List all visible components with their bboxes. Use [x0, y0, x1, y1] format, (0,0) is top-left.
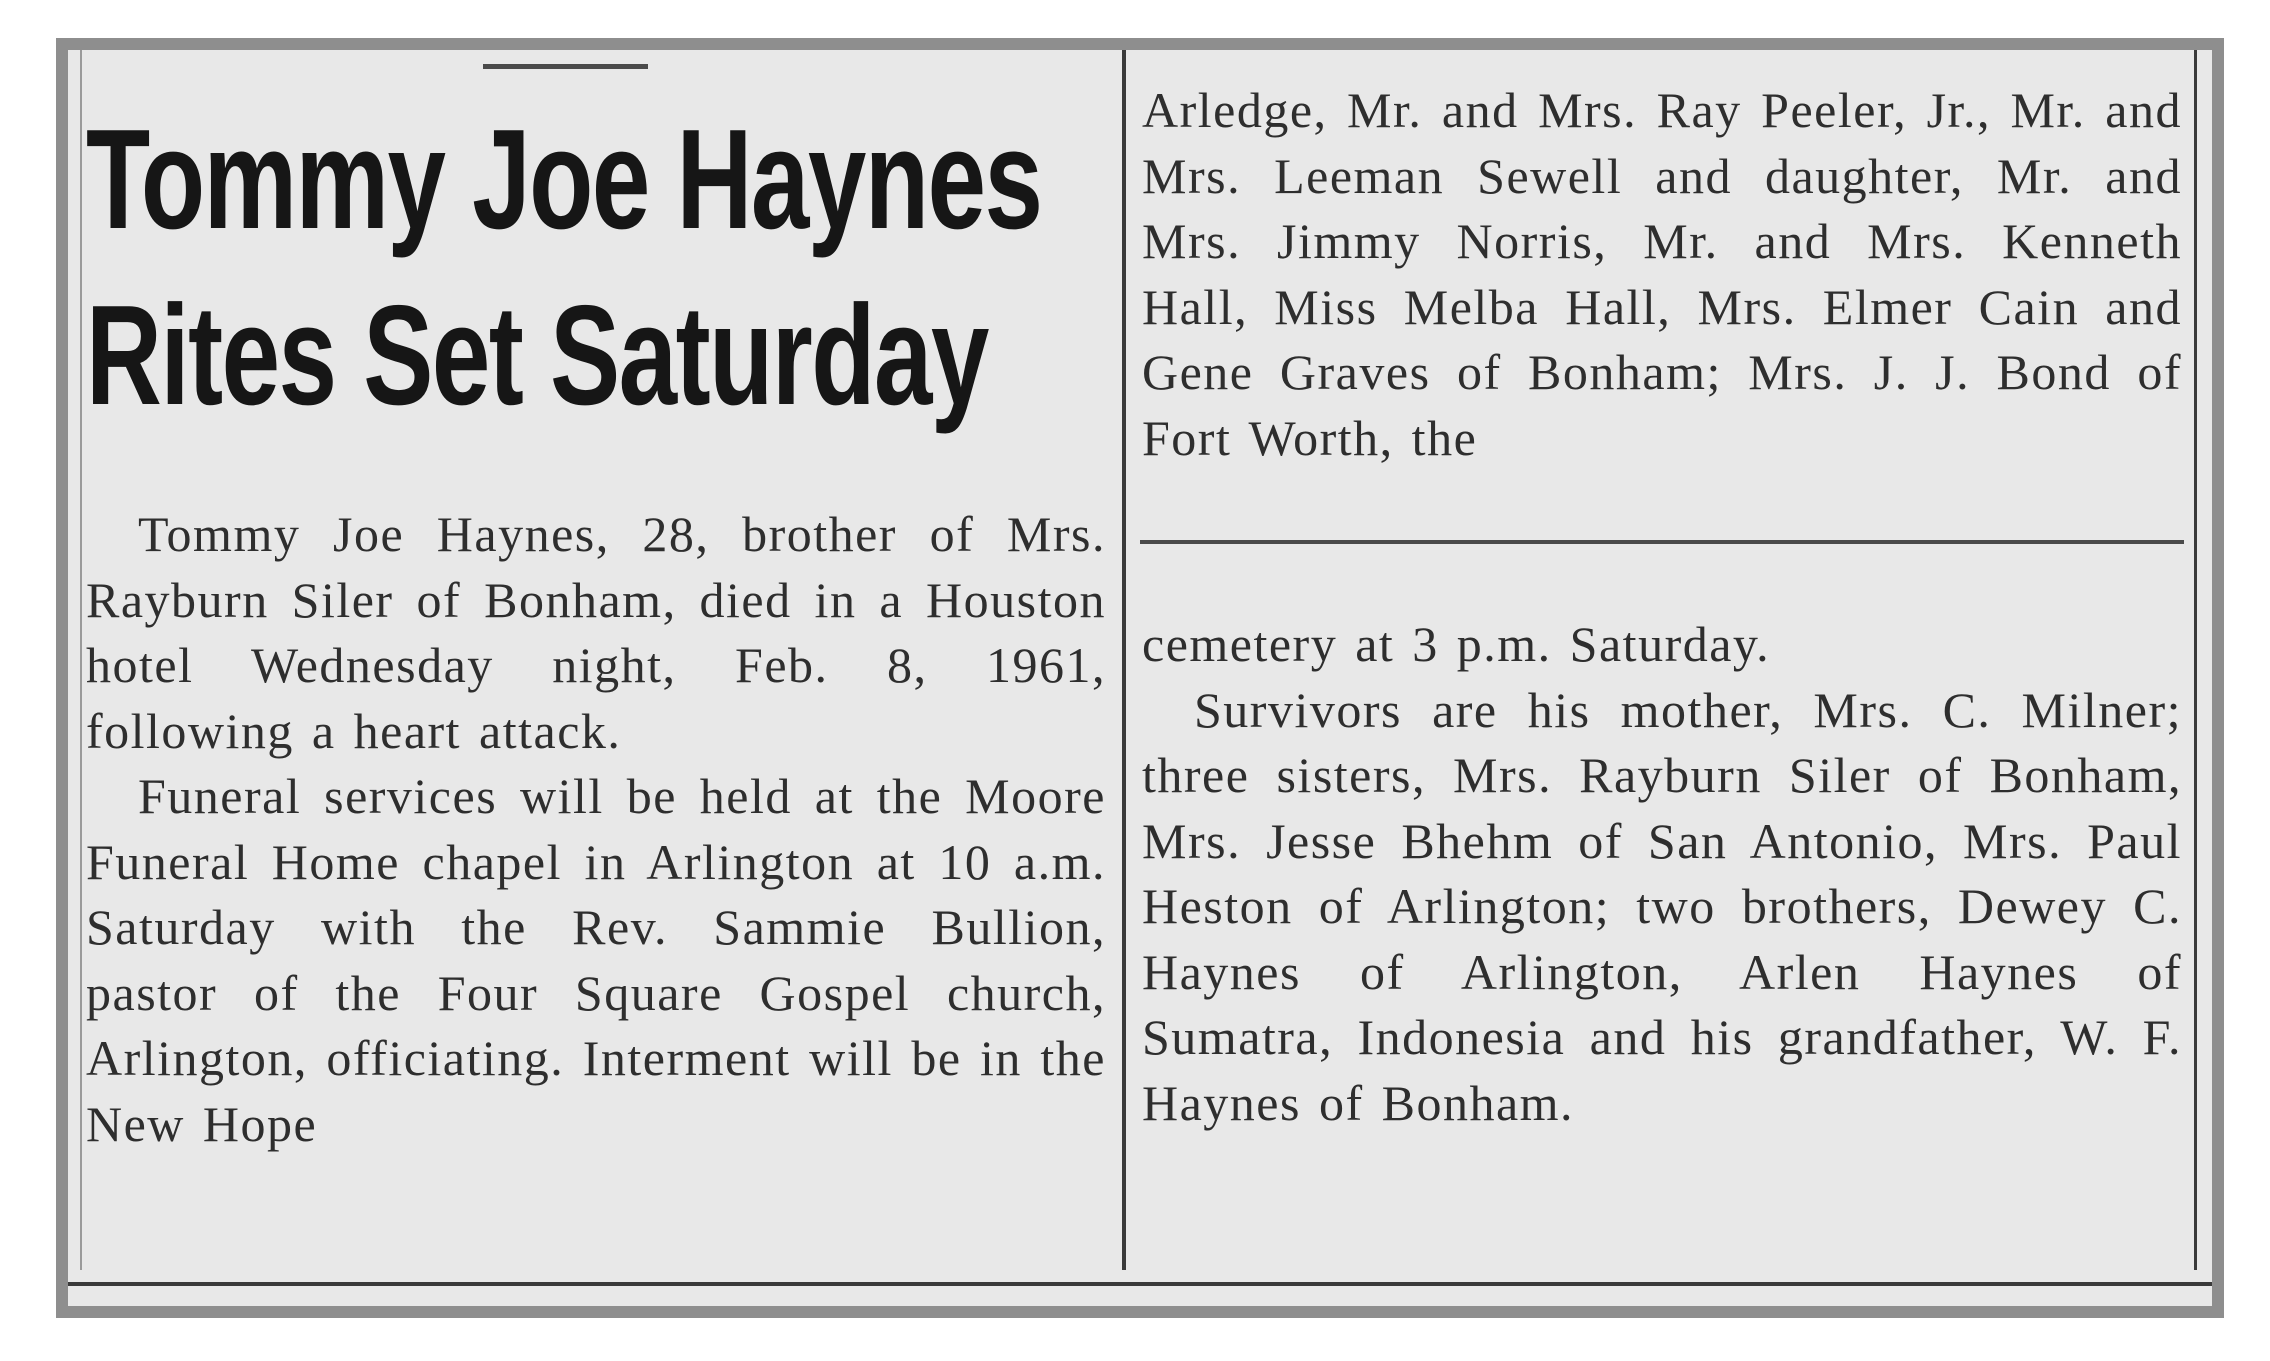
clipping-frame	[56, 38, 2224, 1318]
article-body-right-bottom	[1142, 612, 2182, 1136]
headline-line-1: Tommy Joe Haynes	[86, 100, 1042, 259]
section-rule	[1140, 540, 2184, 544]
top-rule	[483, 64, 648, 69]
paragraph-attendees: Arledge, Mr. and Mrs. Ray Peeler, Jr., Mr. and Mrs. Leeman Sewell and daughter, Mr. and Mrs. Jimmy Norris, Mr. and Mrs. Kenneth Hall, Miss Melba Hall, Mrs. Elmer Cain and Gene Graves of Bonham; Mrs. J. J. Bond of Fort Worth, the	[1142, 82, 2182, 466]
paragraph-death-notice: Tommy Joe Haynes, 28, brother of Mrs. Rayburn Siler of Bonham, died in a Houston hotel Wednesday night, Feb. 8, 1961, following a heart attack.	[86, 506, 1106, 759]
article-body-right-top	[1142, 78, 2182, 471]
paragraph-survivors: Survivors are his mother, Mrs. C. Milner; three sisters, Mrs. Rayburn Siler of Bonham, Mrs. Jesse Bhehm of San Antonio, Mrs. Paul Heston of Arlington; two brothers, Dewey C. Haynes of Arlington, Arlen Haynes of Sumatra, Indonesia and his grandfather, W. F. Haynes of Bonham.	[1142, 681, 2182, 1131]
headline	[86, 92, 1042, 444]
article-body-left	[86, 502, 1106, 1157]
paragraph-burial-time: cemetery at 3 p.m. Saturday.	[1142, 616, 1771, 672]
newspaper-clipping	[68, 50, 2212, 1306]
column-divider	[1122, 50, 1126, 1270]
paragraph-funeral-services: Funeral services will be held at the Moore Funeral Home chapel in Arlington at 10 a.m. Saturday with the Rev. Sammie Bullion, pastor of the Four Square Gospel church, Arlington, officiating. Interment will be in the New Hope	[86, 768, 1106, 1152]
left-column	[68, 50, 1116, 1306]
headline-line-2: Rites Set Saturday	[86, 276, 988, 435]
right-column	[1132, 50, 2212, 1306]
